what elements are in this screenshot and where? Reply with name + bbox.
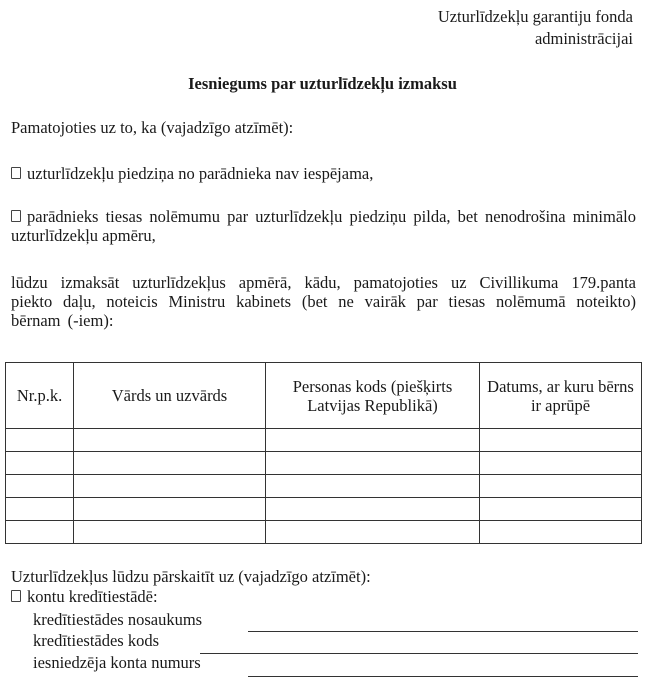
cell-name[interactable]: [74, 521, 266, 544]
checkbox-icon[interactable]: [11, 590, 21, 602]
option-label: kontu kredītiestādē:: [27, 587, 158, 606]
cell-name[interactable]: [74, 429, 266, 452]
table-header-row: [6, 363, 642, 429]
cell-number[interactable]: [6, 521, 74, 544]
cell-name[interactable]: [74, 498, 266, 521]
cell-personal-code[interactable]: [266, 475, 480, 498]
checkbox-icon[interactable]: [11, 167, 21, 179]
addressee-line-1: Uzturlīdzekļu garantiju fonda: [437, 7, 633, 26]
cell-number[interactable]: [6, 475, 74, 498]
header-number: Nr.p.k.: [6, 363, 74, 429]
intro-text: Pamatojoties uz to, ka (vajadzīgo atzīmēt):: [11, 118, 294, 137]
option-label: uzturlīdzekļu piedziņa no parādnieka nav iespējama,: [27, 164, 374, 183]
table-row: [6, 498, 642, 521]
option-no-recovery[interactable]: [11, 164, 636, 183]
field-bank-name-input[interactable]: [248, 631, 638, 632]
checkbox-icon[interactable]: [11, 210, 21, 222]
table-row: [6, 521, 642, 544]
cell-care-date[interactable]: [480, 429, 642, 452]
cell-care-date[interactable]: [480, 452, 642, 475]
addressee-block: [438, 6, 633, 50]
request-text: lūdzu izmaksāt uzturlīdzekļus apmērā, kādu, pamatojoties uz Civillikuma 179.panta piekto daļu, noteicis Ministru kabinets (bet ne vairāk par tiesas nolēmumā noteikto) bērnam (-iem):: [11, 273, 636, 330]
table-row: [6, 429, 642, 452]
field-account-number-label: iesniedzēja konta numurs: [33, 653, 201, 672]
field-bank-name-label: kredītiestādes nosaukums: [33, 610, 203, 629]
cell-name[interactable]: [74, 452, 266, 475]
field-bank-code-input[interactable]: [200, 653, 638, 654]
document-title: Iesniegums par uzturlīdzekļu izmaksu: [188, 74, 457, 93]
cell-care-date[interactable]: [480, 521, 642, 544]
field-account-number-input[interactable]: [248, 676, 638, 677]
header-name: Vārds un uzvārds: [74, 363, 266, 429]
cell-number[interactable]: [6, 452, 74, 475]
cell-personal-code[interactable]: [266, 521, 480, 544]
cell-name[interactable]: [74, 475, 266, 498]
addressee-line-2: administrācijai: [534, 29, 633, 48]
cell-number[interactable]: [6, 429, 74, 452]
header-personal-code: Personas kods (piešķirts Latvijas Republikā): [266, 363, 480, 429]
header-care-date: Datums, ar kuru bērns ir aprūpē: [480, 363, 642, 429]
option-bank-account[interactable]: [11, 587, 636, 607]
option-insufficient-payment[interactable]: [11, 207, 636, 245]
children-table: [5, 362, 642, 544]
cell-personal-code[interactable]: [266, 429, 480, 452]
cell-care-date[interactable]: [480, 498, 642, 521]
option-label: parādnieks tiesas nolēmumu par uzturlīdzekļu piedziņu pilda, bet nenodrošina minimālo uzturlīdzekļu apmēru,: [11, 207, 636, 245]
cell-personal-code[interactable]: [266, 498, 480, 521]
table-row: [6, 475, 642, 498]
field-bank-code-label: kredītiestādes kods: [33, 631, 160, 650]
table-row: [6, 452, 642, 475]
cell-care-date[interactable]: [480, 475, 642, 498]
cell-personal-code[interactable]: [266, 452, 480, 475]
transfer-heading: Uzturlīdzekļus lūdzu pārskaitīt uz (vajadzīgo atzīmēt):: [11, 567, 371, 586]
cell-number[interactable]: [6, 498, 74, 521]
